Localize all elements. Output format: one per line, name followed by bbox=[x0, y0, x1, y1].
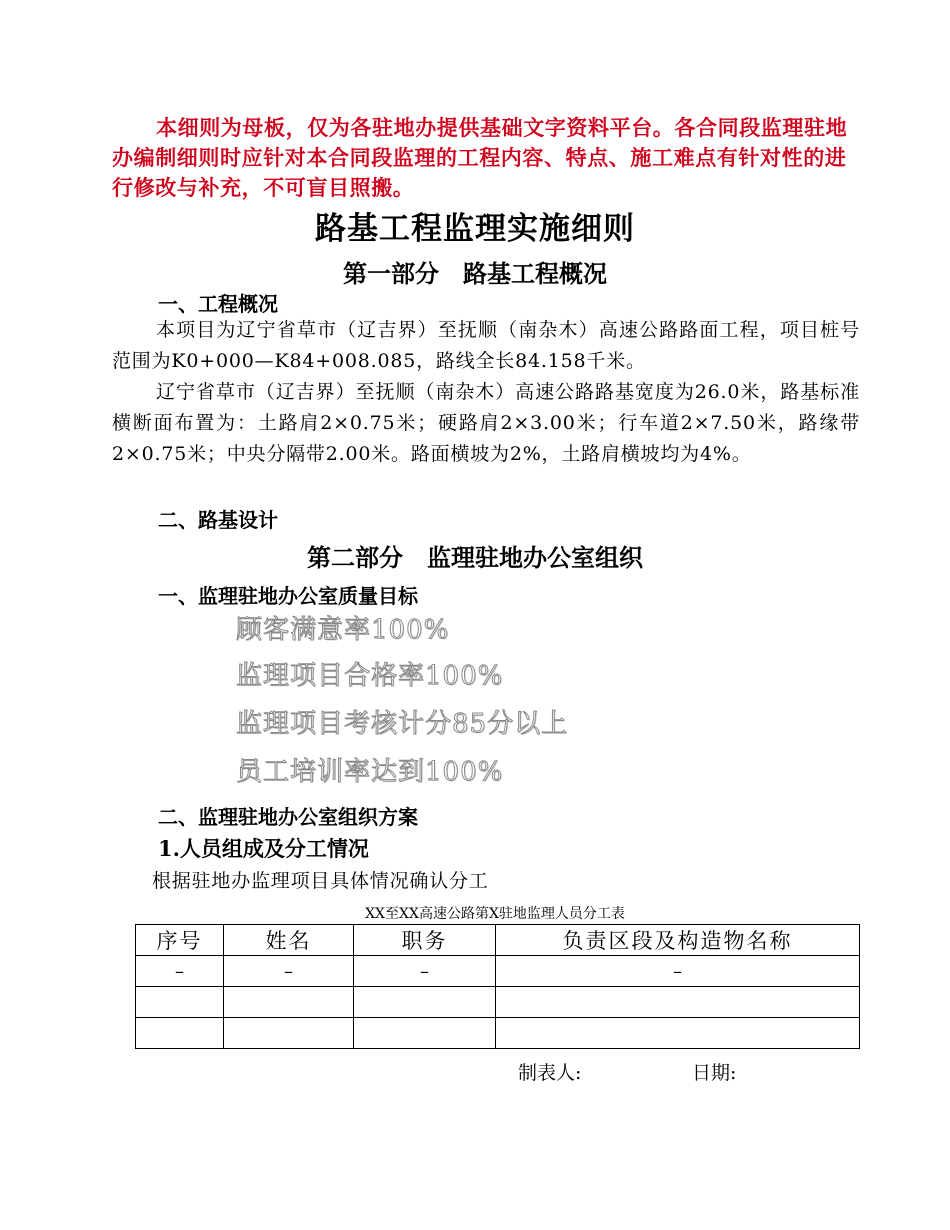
overview-paragraph-2: 辽宁省草市（辽吉界）至抚顺（南杂木）高速公路路基宽度为26.0米，路基标准横断面布置为：土路肩2×0.75米；硬路肩2×3.00米；行车道2×7.50米，路缘带2×0.75米；中央分隔带2.00米。路面横坡为2%，土路肩横坡均为4%。 bbox=[112, 381, 860, 465]
header-name: 姓名 bbox=[224, 925, 354, 956]
staff-intro-text: 根据驻地办监理项目具体情况确认分工 bbox=[152, 870, 489, 892]
section-quality-goals: 一、监理驻地办公室质量目标 bbox=[158, 584, 418, 608]
table-cell: – bbox=[496, 956, 860, 987]
header-position: 职务 bbox=[354, 925, 496, 956]
template-notice: 本细则为母板，仅为各驻地办提供基础文字资料平台。各合同段监理驻地办编制细则时应针对本合同段监理的工程内容、特点、施工难点有针对性的进行修改与补充，不可盲目照搬。 bbox=[112, 115, 848, 200]
table-header-row bbox=[136, 925, 860, 956]
overview-paragraph-1: 本项目为辽宁省草市（辽吉界）至抚顺（南杂木）高速公路路面工程，项目桩号范围为K0+000—K84+008.085，路线全长84.158千米。 bbox=[112, 319, 860, 372]
subsection-staff-composition: 1.人员组成及分工情况 bbox=[158, 836, 369, 861]
table-cell bbox=[496, 1018, 860, 1049]
staff-assignment-table bbox=[135, 924, 860, 1049]
quality-goal-item: 监理项目合格率100% bbox=[236, 661, 504, 691]
table-cell bbox=[224, 1018, 354, 1049]
section-organization-plan: 二、监理驻地办公室组织方案 bbox=[158, 805, 418, 829]
header-responsibility: 负责区段及构造物名称 bbox=[496, 925, 860, 956]
table-maker-label: 制表人: bbox=[518, 1062, 582, 1084]
document-title: 路基工程监理实施细则 bbox=[315, 211, 635, 247]
table-cell bbox=[354, 1018, 496, 1049]
section-engineering-overview: 一、工程概况 bbox=[158, 292, 278, 316]
header-index: 序号 bbox=[136, 925, 224, 956]
quality-goal-item: 监理项目考核计分85分以上 bbox=[236, 709, 569, 739]
table-cell bbox=[136, 1018, 224, 1049]
part2-title: 第二部分 监理驻地办公室组织 bbox=[307, 543, 643, 572]
table-row bbox=[136, 987, 860, 1018]
table-row bbox=[136, 1018, 860, 1049]
table-cell bbox=[224, 987, 354, 1018]
table-cell bbox=[136, 987, 224, 1018]
table-row bbox=[136, 956, 860, 987]
table-cell: – bbox=[354, 956, 496, 987]
table-cell bbox=[354, 987, 496, 1018]
table-cell: – bbox=[224, 956, 354, 987]
table-cell bbox=[496, 987, 860, 1018]
quality-goal-item: 员工培训率达到100% bbox=[236, 757, 504, 787]
section-roadbed-design: 二、路基设计 bbox=[158, 508, 278, 532]
table-caption: XX至XX高速公路第X驻地监理人员分工表 bbox=[365, 906, 625, 922]
part1-title: 第一部分 路基工程概况 bbox=[343, 259, 607, 288]
quality-goal-item: 顾客满意率100% bbox=[236, 615, 450, 645]
table-date-label: 日期: bbox=[692, 1062, 737, 1084]
table-cell: – bbox=[136, 956, 224, 987]
